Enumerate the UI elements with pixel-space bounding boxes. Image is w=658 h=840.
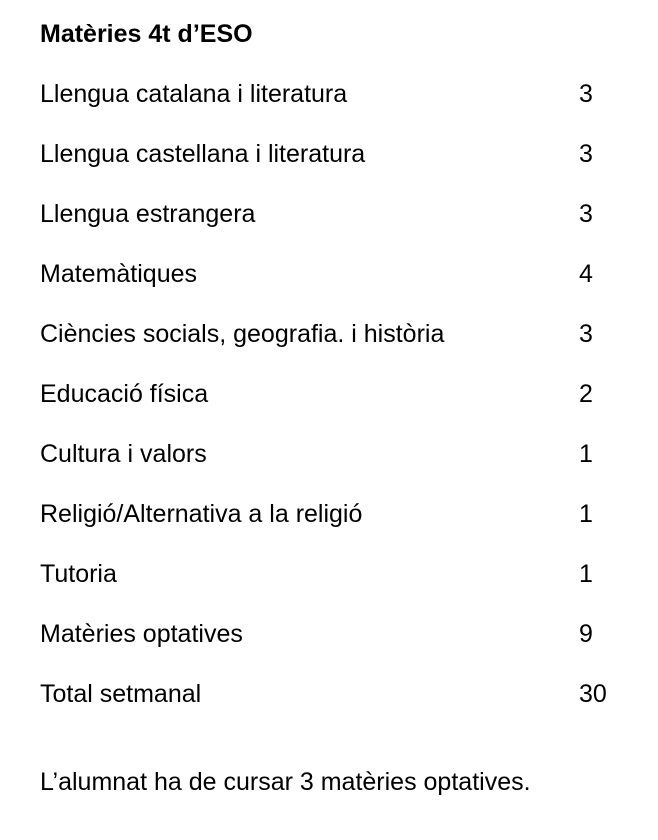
subject-name: Ciències socials, geografia. i història <box>40 320 445 348</box>
table-row <box>40 258 620 318</box>
subject-name: Educació física <box>40 380 209 408</box>
document-title: Matèries 4t d’ESO <box>40 20 253 48</box>
subject-name: Llengua castellana i literatura <box>40 140 366 168</box>
subject-name: Llengua catalana i literatura <box>40 80 348 108</box>
table-row <box>40 438 620 498</box>
total-row <box>40 678 620 738</box>
table-row <box>40 78 620 138</box>
subject-name: Tutoria <box>40 560 117 588</box>
subject-hours: 1 <box>579 500 593 528</box>
subject-name: Religió/Alternativa a la religió <box>40 500 363 528</box>
table-row <box>40 618 620 678</box>
subject-name: Matemàtiques <box>40 260 198 288</box>
subject-hours: 3 <box>579 140 593 168</box>
subject-hours: 1 <box>579 440 593 468</box>
table-row <box>40 318 620 378</box>
table-row <box>40 378 620 438</box>
subject-hours: 3 <box>579 200 593 228</box>
total-hours: 30 <box>579 680 607 708</box>
total-label: Total setmanal <box>40 680 202 708</box>
table-row <box>40 498 620 558</box>
subject-hours: 3 <box>579 320 593 348</box>
subject-name: Matèries optatives <box>40 620 243 648</box>
table-row <box>40 138 620 198</box>
subject-hours: 2 <box>579 380 593 408</box>
subject-hours: 4 <box>579 260 593 288</box>
subject-hours: 3 <box>579 80 593 108</box>
subject-name: Cultura i valors <box>40 440 207 468</box>
subject-hours: 9 <box>579 620 593 648</box>
optional-subjects-note: L’alumnat ha de cursar 3 matèries optatives. <box>40 768 531 796</box>
table-row <box>40 198 620 258</box>
table-row <box>40 558 620 618</box>
subject-name: Llengua estrangera <box>40 200 256 228</box>
subject-hours: 1 <box>579 560 593 588</box>
subjects-table <box>40 78 620 738</box>
